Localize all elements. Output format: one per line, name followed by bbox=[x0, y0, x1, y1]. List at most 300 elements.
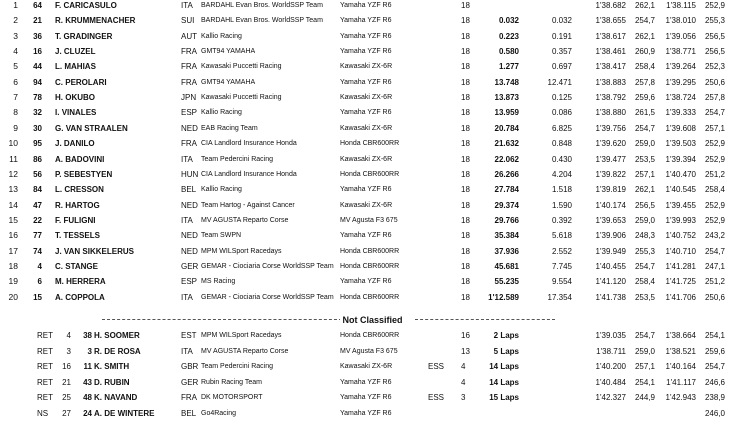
position: 10 bbox=[8, 138, 18, 149]
result-row bbox=[0, 182, 745, 197]
rider-number: 74 bbox=[33, 246, 42, 256]
gap-previous: 0.430 bbox=[551, 154, 572, 164]
top-speed: 246,6 bbox=[704, 377, 725, 387]
position: 19 bbox=[8, 276, 18, 287]
nationality: ESP bbox=[181, 108, 198, 118]
rider-number: 24 bbox=[83, 409, 92, 418]
best-lap-speed: 244,9 bbox=[634, 393, 655, 403]
gap-previous: 0.032 bbox=[551, 16, 572, 26]
nationality: ITA bbox=[181, 1, 193, 10]
team-name: MV AGUSTA Reparto Corse bbox=[201, 347, 289, 355]
rider-number: 48 bbox=[83, 393, 92, 403]
rider-initial: R. bbox=[94, 346, 102, 356]
laps: 18 bbox=[461, 277, 470, 287]
top-speed-lap: 1'39.503 bbox=[665, 139, 696, 149]
best-lap-speed: 259,0 bbox=[634, 215, 655, 225]
best-lap-speed: 255,3 bbox=[634, 246, 655, 256]
top-speed: 250,6 bbox=[704, 77, 725, 87]
bike: Yamaha YZF R6 bbox=[340, 378, 392, 386]
rider-initial: P. bbox=[55, 169, 62, 179]
best-lap: 1'40.455 bbox=[595, 261, 626, 271]
rider-name bbox=[94, 328, 140, 343]
top-speed: 256,5 bbox=[704, 31, 725, 41]
position: 15 bbox=[8, 214, 18, 225]
rider-name bbox=[55, 13, 135, 28]
result-row bbox=[0, 29, 745, 44]
laps-behind: 2 Laps bbox=[493, 331, 519, 340]
rider-surname: FULIGNI bbox=[63, 215, 96, 225]
best-lap-speed: 254,7 bbox=[634, 331, 655, 340]
laps-behind: 15 Laps bbox=[489, 393, 519, 403]
nationality: AUT bbox=[181, 31, 197, 41]
nationality: SUI bbox=[181, 16, 195, 26]
rider-name bbox=[55, 59, 96, 74]
rider-surname: VINALES bbox=[61, 108, 97, 118]
rider-name bbox=[55, 213, 95, 228]
rider-surname: SOOMER bbox=[104, 331, 140, 340]
grid-rank: 21 bbox=[62, 377, 71, 387]
rider-name bbox=[94, 390, 137, 405]
status: RET bbox=[37, 377, 53, 387]
rider-number: 16 bbox=[33, 47, 42, 57]
top-speed: 256,5 bbox=[704, 47, 725, 57]
gap: 13.959 bbox=[494, 108, 519, 118]
rider-surname: RUBIN bbox=[104, 377, 130, 387]
bike: Yamaha YZF R6 bbox=[340, 48, 392, 56]
gap-previous: 0.086 bbox=[551, 108, 572, 118]
gap-previous: 2.552 bbox=[551, 246, 572, 256]
result-row bbox=[0, 90, 745, 105]
best-lap: 1'40.200 bbox=[595, 362, 626, 372]
best-lap-speed: 262,1 bbox=[634, 1, 655, 10]
status: RET bbox=[37, 331, 53, 340]
team-name: Kawasaki Puccetti Racing bbox=[201, 63, 282, 71]
laps: 13 bbox=[461, 346, 470, 356]
result-row bbox=[0, 244, 745, 259]
result-row bbox=[0, 13, 745, 28]
laps: 18 bbox=[461, 231, 470, 241]
rider-surname: SEBESTYEN bbox=[63, 169, 113, 179]
best-lap: 1'39.949 bbox=[595, 246, 626, 256]
nationality: GER bbox=[181, 377, 199, 387]
bike: Honda CBR600RR bbox=[340, 247, 400, 255]
rider-name bbox=[55, 244, 134, 259]
rider-name bbox=[55, 136, 95, 151]
laps: 18 bbox=[461, 261, 470, 271]
laps: 18 bbox=[461, 292, 470, 302]
position: 16 bbox=[8, 230, 18, 241]
rider-surname: NAVAND bbox=[104, 393, 138, 403]
rider-name bbox=[55, 152, 104, 167]
rider-surname: DANILO bbox=[63, 139, 95, 149]
rider-initial: M. bbox=[55, 277, 64, 287]
gap-previous: 0.191 bbox=[551, 31, 572, 41]
nationality: ITA bbox=[181, 346, 193, 356]
position: 3 bbox=[13, 30, 18, 41]
rider-initial: F. bbox=[55, 1, 62, 10]
gap-previous: 12.471 bbox=[547, 77, 572, 87]
rider-initial: J. bbox=[55, 139, 62, 149]
top-speed: 251,2 bbox=[704, 277, 725, 287]
best-lap-speed: 260,9 bbox=[634, 47, 655, 57]
gap: 13.748 bbox=[494, 77, 519, 87]
nationality: FRA bbox=[181, 139, 197, 149]
nationality: BEL bbox=[181, 185, 197, 195]
laps: 18 bbox=[461, 123, 470, 133]
status: RET bbox=[37, 362, 53, 372]
rider-surname: CLUZEL bbox=[63, 47, 96, 57]
position: 20 bbox=[8, 291, 18, 302]
rider-initial: R. bbox=[55, 16, 63, 26]
bike: Yamaha YZF R6 bbox=[340, 109, 392, 117]
top-speed-lap: 1'39.394 bbox=[665, 154, 696, 164]
rider-surname: HARTOG bbox=[65, 200, 100, 210]
rider-initial: G. bbox=[55, 123, 64, 133]
laps: 3 bbox=[461, 393, 466, 403]
rider-initial: F. bbox=[55, 215, 62, 225]
laps: 18 bbox=[461, 154, 470, 164]
top-speed-lap: 1'38.771 bbox=[665, 47, 696, 57]
rider-surname: VAN SIKKELERUS bbox=[63, 246, 134, 256]
top-speed: 258,4 bbox=[704, 185, 725, 195]
gap-previous: 17.354 bbox=[547, 292, 572, 302]
rider-surname: KRUMMENACHER bbox=[65, 16, 136, 26]
best-lap: 1'40.174 bbox=[595, 200, 626, 210]
bike: Kawasaki ZX-6R bbox=[340, 155, 393, 163]
top-speed: 238,9 bbox=[704, 393, 725, 403]
bike: Honda CBR600RR bbox=[340, 293, 400, 301]
bike: Kawasaki ZX-6R bbox=[340, 63, 393, 71]
rider-initial: D. bbox=[94, 377, 102, 387]
laps: 18 bbox=[461, 47, 470, 57]
rider-name bbox=[94, 359, 129, 374]
position: 2 bbox=[13, 15, 18, 26]
rider-initial: R. bbox=[55, 200, 63, 210]
gap-previous: 0.848 bbox=[551, 139, 572, 149]
rider-number: 77 bbox=[33, 231, 42, 241]
best-lap-speed: 257,1 bbox=[634, 362, 655, 372]
laps: 18 bbox=[461, 169, 470, 179]
rider-name bbox=[55, 29, 112, 44]
rider-number: 44 bbox=[33, 62, 42, 72]
bike: Yamaha YZF R6 bbox=[340, 410, 392, 417]
gap: 26.266 bbox=[494, 169, 519, 179]
rider-surname: TESSELS bbox=[63, 231, 100, 241]
gap: 1.277 bbox=[498, 62, 519, 72]
top-speed: 246,0 bbox=[704, 409, 725, 418]
result-row bbox=[0, 290, 745, 305]
nationality: EST bbox=[181, 331, 197, 340]
laps: 18 bbox=[461, 62, 470, 72]
top-speed: 252,3 bbox=[704, 62, 725, 72]
nationality: NED bbox=[181, 200, 198, 210]
rider-number: 3 bbox=[87, 346, 92, 356]
best-lap-speed: 254,7 bbox=[634, 261, 655, 271]
laps-behind: 14 Laps bbox=[489, 377, 519, 387]
bike: Kawasaki ZX-6R bbox=[340, 201, 393, 209]
not-classified-heading: Not Classified bbox=[342, 315, 403, 325]
top-speed: 254,7 bbox=[704, 246, 725, 256]
best-lap-speed: 256,5 bbox=[634, 200, 655, 210]
gap: 0.223 bbox=[498, 31, 519, 41]
best-lap: 1'39.756 bbox=[595, 123, 626, 133]
rider-name bbox=[55, 90, 95, 105]
top-speed: 251,2 bbox=[704, 169, 725, 179]
result-row bbox=[0, 136, 745, 151]
gap: 35.384 bbox=[494, 231, 519, 241]
laps: 18 bbox=[461, 31, 470, 41]
gap-previous: 6.825 bbox=[551, 123, 572, 133]
rider-name bbox=[55, 121, 128, 136]
top-speed-lap: 1'39.264 bbox=[665, 62, 696, 72]
best-lap-speed: 253,5 bbox=[634, 292, 655, 302]
status: NS bbox=[37, 409, 49, 418]
rider-initial: J. bbox=[55, 246, 62, 256]
best-lap: 1'39.477 bbox=[595, 154, 626, 164]
top-speed-lap: 1'39.608 bbox=[665, 123, 696, 133]
top-speed: 252,9 bbox=[704, 139, 725, 149]
nationality: NED bbox=[181, 123, 198, 133]
team-name: Team Pedercini Racing bbox=[201, 363, 273, 371]
best-lap: 1'39.620 bbox=[595, 139, 626, 149]
team-name: Kallio Racing bbox=[201, 109, 242, 117]
best-lap: 1'38.655 bbox=[595, 16, 626, 26]
ess-flag: ESS bbox=[428, 393, 445, 403]
status: RET bbox=[37, 393, 53, 403]
rider-name bbox=[55, 167, 112, 182]
best-lap-speed: 262,1 bbox=[634, 185, 655, 195]
grid-rank: 16 bbox=[62, 362, 71, 372]
rider-initial: L. bbox=[55, 62, 63, 72]
rider-initial: C. bbox=[55, 261, 63, 271]
nationality: FRA bbox=[181, 393, 197, 403]
result-row bbox=[0, 75, 745, 90]
gap: 29.374 bbox=[494, 200, 519, 210]
rider-number: 38 bbox=[83, 331, 92, 340]
team-name: BARDAHL Evan Bros. WorldSSP Team bbox=[201, 2, 323, 9]
gap-previous: 1.518 bbox=[551, 185, 572, 195]
not-classified-row bbox=[0, 375, 745, 390]
rider-name bbox=[55, 274, 106, 289]
not-classified-row bbox=[0, 359, 745, 374]
laps: 18 bbox=[461, 1, 470, 10]
nationality: NED bbox=[181, 246, 198, 256]
bike: Yamaha YZF R6 bbox=[340, 32, 392, 40]
rider-number: 32 bbox=[33, 108, 42, 118]
nationality: ESP bbox=[181, 277, 198, 287]
top-speed-lap: 1'40.164 bbox=[665, 362, 696, 372]
top-speed-lap: 1'38.724 bbox=[665, 93, 696, 103]
laps: 18 bbox=[461, 139, 470, 149]
rider-name bbox=[94, 406, 154, 421]
position: 4 bbox=[13, 46, 18, 57]
top-speed-lap: 1'38.115 bbox=[666, 1, 696, 10]
gap-previous: 0.125 bbox=[551, 93, 572, 103]
best-lap-speed: 261,5 bbox=[634, 108, 655, 118]
position: 11 bbox=[9, 153, 18, 164]
team-name: GEMAR - Ciociaria Corse WorldSSP Team bbox=[201, 262, 334, 270]
bike: MV Agusta F3 675 bbox=[340, 347, 398, 355]
rider-initial: A. bbox=[55, 292, 63, 302]
grid-rank: 27 bbox=[62, 409, 71, 418]
result-row bbox=[0, 0, 745, 13]
rider-surname: OKUBO bbox=[65, 93, 96, 103]
rider-name bbox=[55, 105, 96, 120]
top-speed-lap: 1'42.943 bbox=[665, 393, 696, 403]
team-name: MPM WILSport Racedays bbox=[201, 247, 282, 255]
top-speed-lap: 1'39.333 bbox=[665, 108, 696, 118]
best-lap: 1'38.461 bbox=[595, 47, 626, 57]
laps: 16 bbox=[461, 331, 470, 340]
rider-number: 64 bbox=[33, 1, 42, 10]
rider-number: 86 bbox=[33, 154, 42, 164]
top-speed: 259,6 bbox=[704, 346, 725, 356]
best-lap: 1'39.822 bbox=[595, 169, 626, 179]
rider-name bbox=[55, 75, 107, 90]
rider-number: 15 bbox=[33, 292, 42, 302]
bike: Kawasaki ZX-6R bbox=[340, 363, 393, 371]
rider-number: 6 bbox=[37, 277, 42, 287]
best-lap-speed: 257,1 bbox=[634, 169, 655, 179]
position: 5 bbox=[13, 61, 18, 72]
rider-number: 21 bbox=[33, 16, 42, 26]
team-name: Kallio Racing bbox=[201, 32, 242, 40]
bike: Yamaha YZF R6 bbox=[340, 232, 392, 240]
laps: 4 bbox=[461, 377, 466, 387]
position: 14 bbox=[8, 199, 18, 210]
best-lap: 1'38.682 bbox=[595, 1, 626, 10]
status: RET bbox=[37, 346, 53, 356]
laps: 18 bbox=[461, 246, 470, 256]
best-lap-speed: 258,4 bbox=[634, 277, 655, 287]
rider-number: 56 bbox=[33, 169, 42, 179]
position: 13 bbox=[8, 184, 18, 195]
not-classified-divider bbox=[0, 313, 745, 327]
top-speed: 247,1 bbox=[704, 261, 725, 271]
bike: Honda CBR600RR bbox=[340, 140, 400, 148]
team-name: Rubin Racing Team bbox=[201, 378, 262, 386]
rider-surname: DE ROSA bbox=[104, 346, 141, 356]
rider-initial: H. bbox=[94, 331, 102, 340]
result-row bbox=[0, 152, 745, 167]
best-lap-speed: 254,7 bbox=[634, 16, 655, 26]
rider-surname: GRADINGER bbox=[63, 31, 113, 41]
grid-rank: 4 bbox=[66, 331, 71, 340]
gap: 29.766 bbox=[494, 215, 519, 225]
result-row bbox=[0, 259, 745, 274]
rider-number: 30 bbox=[33, 123, 42, 133]
bike: Yamaha YZF R6 bbox=[340, 278, 392, 286]
gap: 45.681 bbox=[494, 261, 519, 271]
top-speed-lap: 1'40.752 bbox=[665, 231, 696, 241]
rider-name bbox=[55, 44, 95, 59]
rider-initial: K. bbox=[94, 362, 102, 372]
laps: 18 bbox=[461, 77, 470, 87]
top-speed-lap: 1'39.056 bbox=[665, 31, 696, 41]
top-speed: 252,9 bbox=[704, 215, 725, 225]
nationality: JPN bbox=[181, 93, 197, 103]
bike: Yamaha YZF R6 bbox=[340, 186, 392, 194]
best-lap: 1'38.880 bbox=[595, 108, 626, 118]
nationality: ITA bbox=[181, 292, 193, 302]
bike: Yamaha YZF R6 bbox=[340, 2, 392, 9]
team-name: Go4Racing bbox=[201, 410, 237, 417]
top-speed: 254,7 bbox=[704, 108, 725, 118]
best-lap: 1'39.819 bbox=[595, 185, 626, 195]
team-name: GMT94 YAMAHA bbox=[201, 78, 256, 86]
best-lap: 1'39.653 bbox=[595, 215, 626, 225]
not-classified-row bbox=[0, 328, 745, 343]
laps: 18 bbox=[461, 200, 470, 210]
team-name: MV AGUSTA Reparto Corse bbox=[201, 216, 289, 224]
rider-surname: DE WINTERE bbox=[104, 409, 155, 418]
rider-surname: CARICASULO bbox=[63, 1, 117, 10]
bike: Yamaha YZF R6 bbox=[340, 78, 392, 86]
rider-number: 84 bbox=[33, 185, 42, 195]
top-speed-lap: 1'39.295 bbox=[665, 77, 696, 87]
team-name: EAB Racing Team bbox=[201, 124, 258, 132]
rider-name bbox=[94, 344, 141, 359]
laps: 18 bbox=[461, 185, 470, 195]
bike: Yamaha YZF R6 bbox=[340, 17, 392, 25]
rider-surname: CRESSON bbox=[64, 185, 104, 195]
gap-previous: 5.618 bbox=[551, 231, 572, 241]
laps: 18 bbox=[461, 93, 470, 103]
best-lap-speed: 262,1 bbox=[634, 31, 655, 41]
result-row bbox=[0, 274, 745, 289]
team-name: Team Hartog - Against Cancer bbox=[201, 201, 295, 209]
best-lap: 1'38.883 bbox=[595, 77, 626, 87]
best-lap: 1'41.120 bbox=[595, 277, 626, 287]
rider-initial: H. bbox=[55, 93, 63, 103]
bike: MV Agusta F3 675 bbox=[340, 216, 398, 224]
rider-initial: A. bbox=[55, 154, 63, 164]
rider-number: 36 bbox=[33, 31, 42, 41]
position: 7 bbox=[13, 92, 18, 103]
team-name: DK MOTORSPORT bbox=[201, 394, 263, 402]
gap-previous: 1.590 bbox=[551, 200, 572, 210]
nationality: NED bbox=[181, 231, 198, 241]
gap: 1'12.589 bbox=[488, 292, 519, 302]
top-speed: 257,1 bbox=[704, 123, 725, 133]
gap: 55.235 bbox=[494, 277, 519, 287]
rider-surname: VAN STRAALEN bbox=[65, 123, 128, 133]
top-speed: 255,3 bbox=[704, 16, 725, 26]
result-row bbox=[0, 198, 745, 213]
best-lap: 1'39.906 bbox=[595, 231, 626, 241]
gap-previous: 4.204 bbox=[551, 169, 572, 179]
result-row bbox=[0, 59, 745, 74]
nationality: GBR bbox=[181, 362, 199, 372]
top-speed-lap: 1'41.706 bbox=[665, 292, 696, 302]
top-speed-lap: 1'41.281 bbox=[665, 261, 696, 271]
top-speed-lap: 1'40.470 bbox=[665, 169, 696, 179]
rider-name bbox=[94, 375, 130, 390]
rider-name bbox=[55, 182, 104, 197]
result-row bbox=[0, 167, 745, 182]
rider-surname: COPPOLA bbox=[65, 292, 105, 302]
top-speed: 250,6 bbox=[704, 292, 725, 302]
ess-flag: ESS bbox=[428, 362, 445, 372]
best-lap-speed: 248,3 bbox=[634, 231, 655, 241]
best-lap-speed: 259,0 bbox=[634, 139, 655, 149]
rider-name bbox=[55, 228, 100, 243]
rider-initial: K. bbox=[94, 393, 102, 403]
top-speed-lap: 1'39.993 bbox=[665, 215, 696, 225]
nationality: BEL bbox=[181, 409, 197, 418]
best-lap-speed: 253,5 bbox=[634, 154, 655, 164]
result-row bbox=[0, 121, 745, 136]
